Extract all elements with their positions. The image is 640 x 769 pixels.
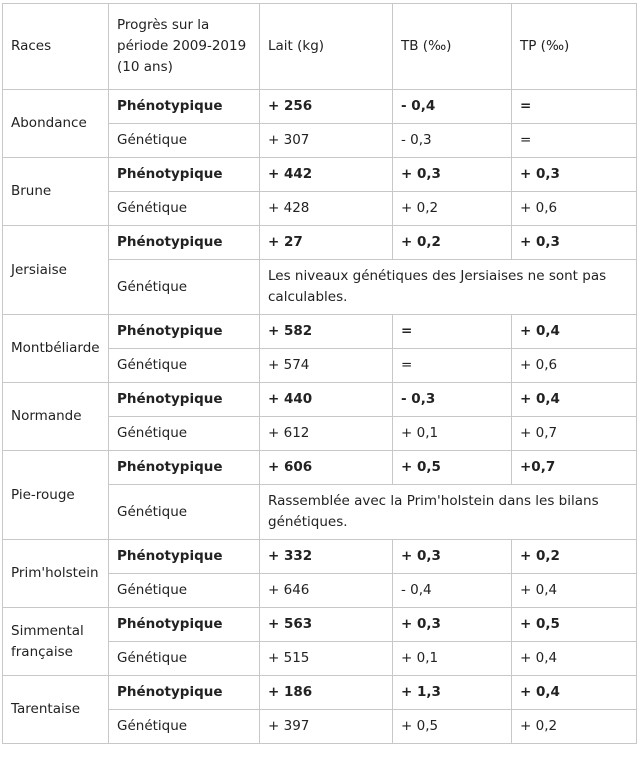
milk-value: + 574 xyxy=(260,349,393,383)
tp-value: + 0,4 xyxy=(512,315,637,349)
milk-value: + 582 xyxy=(260,315,393,349)
milk-value: + 612 xyxy=(260,417,393,451)
milk-value: + 307 xyxy=(260,124,393,158)
tb-value: + 0,3 xyxy=(393,608,512,642)
race-name: Prim'holstein xyxy=(3,540,109,608)
progress-type: Génétique xyxy=(109,642,260,676)
tb-value: - 0,3 xyxy=(393,383,512,417)
tb-value: + 0,5 xyxy=(393,710,512,744)
header-tp: TP (‰) xyxy=(512,4,637,90)
table-row-phenotypic xyxy=(3,90,637,124)
race-name: Montbéliarde xyxy=(3,315,109,383)
tb-value: + 0,5 xyxy=(393,451,512,485)
table-row-phenotypic xyxy=(3,451,637,485)
milk-value: + 606 xyxy=(260,451,393,485)
tp-value: = xyxy=(512,90,637,124)
tp-value: + 0,2 xyxy=(512,540,637,574)
race-name: Jersiaise xyxy=(3,226,109,315)
milk-value: + 440 xyxy=(260,383,393,417)
table-header-row xyxy=(3,4,637,90)
tp-value: + 0,6 xyxy=(512,192,637,226)
genetic-note: Les niveaux génétiques des Jersiaises ne sont pas calculables. xyxy=(260,260,637,315)
breed-progress-table xyxy=(2,3,637,744)
table-row-phenotypic xyxy=(3,608,637,642)
race-name: Normande xyxy=(3,383,109,451)
tp-value: + 0,4 xyxy=(512,383,637,417)
milk-value: + 27 xyxy=(260,226,393,260)
tp-value: + 0,4 xyxy=(512,642,637,676)
header-tb: TB (‰) xyxy=(393,4,512,90)
header-races: Races xyxy=(3,4,109,90)
milk-value: + 256 xyxy=(260,90,393,124)
progress-type: Phénotypique xyxy=(109,90,260,124)
tb-value: + 1,3 xyxy=(393,676,512,710)
progress-type: Phénotypique xyxy=(109,608,260,642)
table-row-phenotypic xyxy=(3,540,637,574)
race-name: Brune xyxy=(3,158,109,226)
tb-value: + 0,2 xyxy=(393,226,512,260)
milk-value: + 442 xyxy=(260,158,393,192)
tb-value: + 0,1 xyxy=(393,642,512,676)
table-row-phenotypic xyxy=(3,383,637,417)
progress-type: Génétique xyxy=(109,260,260,315)
table-row-phenotypic xyxy=(3,315,637,349)
race-name: Tarentaise xyxy=(3,676,109,744)
tp-value: + 0,7 xyxy=(512,417,637,451)
progress-type: Phénotypique xyxy=(109,451,260,485)
progress-type: Génétique xyxy=(109,574,260,608)
progress-type: Génétique xyxy=(109,710,260,744)
table-row-phenotypic xyxy=(3,158,637,192)
tb-value: = xyxy=(393,315,512,349)
milk-value: + 186 xyxy=(260,676,393,710)
genetic-note: Rassemblée avec la Prim'holstein dans les bilans génétiques. xyxy=(260,485,637,540)
race-name: Pie-rouge xyxy=(3,451,109,540)
tp-value: + 0,3 xyxy=(512,158,637,192)
tp-value: + 0,4 xyxy=(512,574,637,608)
tb-value: + 0,1 xyxy=(393,417,512,451)
milk-value: + 563 xyxy=(260,608,393,642)
tb-value: - 0,3 xyxy=(393,124,512,158)
tp-value: = xyxy=(512,124,637,158)
progress-type: Phénotypique xyxy=(109,676,260,710)
milk-value: + 428 xyxy=(260,192,393,226)
progress-type: Génétique xyxy=(109,192,260,226)
milk-value: + 397 xyxy=(260,710,393,744)
tp-value: + 0,4 xyxy=(512,676,637,710)
tb-value: + 0,3 xyxy=(393,158,512,192)
tb-value: = xyxy=(393,349,512,383)
table-row-phenotypic xyxy=(3,226,637,260)
tb-value: - 0,4 xyxy=(393,90,512,124)
tp-value: + 0,5 xyxy=(512,608,637,642)
milk-value: + 332 xyxy=(260,540,393,574)
tp-value: + 0,2 xyxy=(512,710,637,744)
header-progress: Progrès sur la période 2009-2019 (10 ans) xyxy=(109,4,260,90)
progress-type: Génétique xyxy=(109,485,260,540)
tp-value: + 0,3 xyxy=(512,226,637,260)
milk-value: + 646 xyxy=(260,574,393,608)
progress-type: Génétique xyxy=(109,349,260,383)
progress-type: Phénotypique xyxy=(109,226,260,260)
race-name: Abondance xyxy=(3,90,109,158)
tp-value: + 0,6 xyxy=(512,349,637,383)
progress-type: Génétique xyxy=(109,417,260,451)
table-row-phenotypic xyxy=(3,676,637,710)
tb-value: + 0,2 xyxy=(393,192,512,226)
race-name: Simmental française xyxy=(3,608,109,676)
progress-type: Phénotypique xyxy=(109,315,260,349)
tb-value: + 0,3 xyxy=(393,540,512,574)
header-milk: Lait (kg) xyxy=(260,4,393,90)
progress-type: Phénotypique xyxy=(109,383,260,417)
tp-value: +0,7 xyxy=(512,451,637,485)
progress-type: Génétique xyxy=(109,124,260,158)
tb-value: - 0,4 xyxy=(393,574,512,608)
progress-type: Phénotypique xyxy=(109,540,260,574)
progress-type: Phénotypique xyxy=(109,158,260,192)
milk-value: + 515 xyxy=(260,642,393,676)
